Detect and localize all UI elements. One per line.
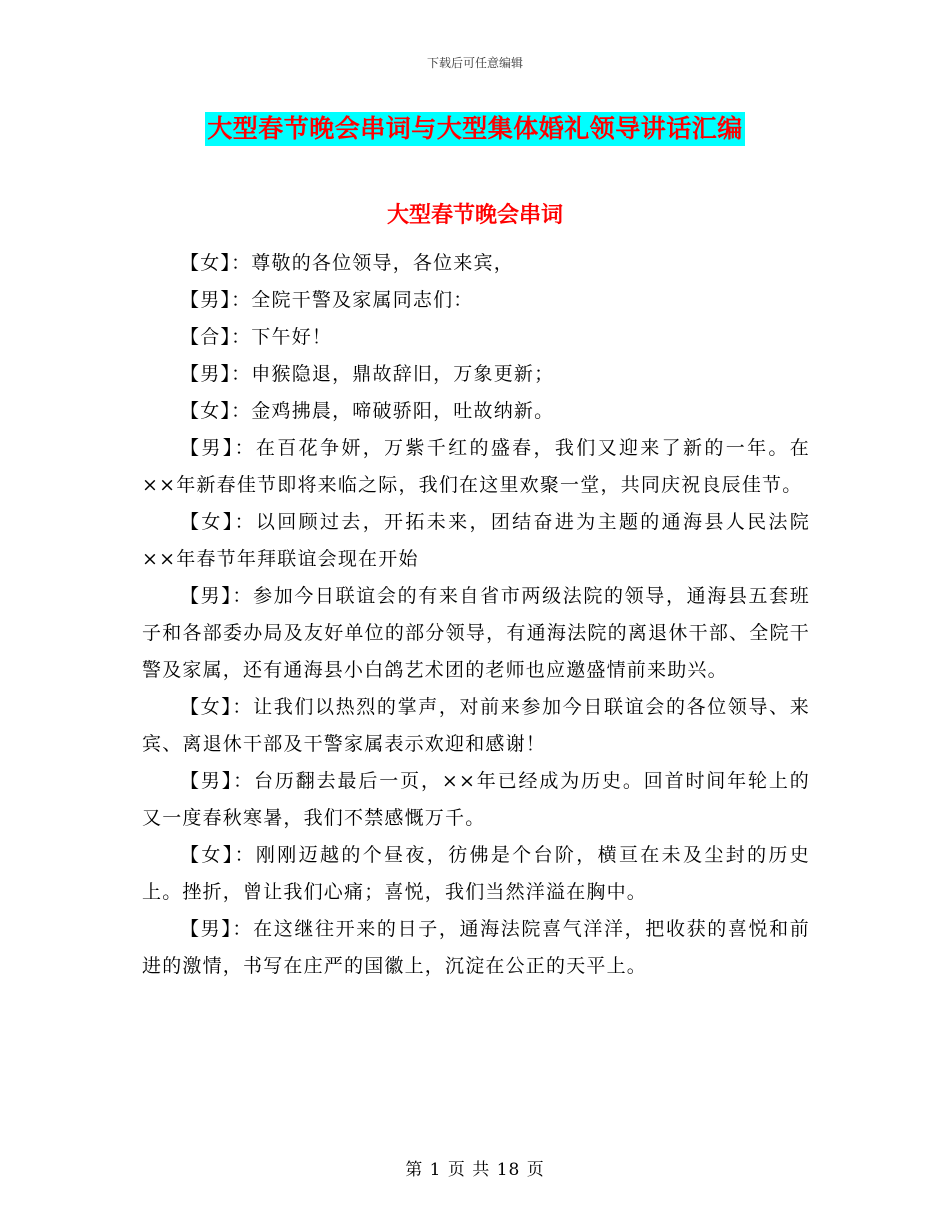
paragraph: 【合】：下午好！ [180,326,333,348]
paragraph: 【女】：让我们以热烈的掌声，对前来参加今日联谊会的各位领导、来宾、离退休干部及干警家属表示欢迎和感谢！ [142,696,810,755]
page-header-note: 下载后可任意编辑 [426,56,523,70]
section-title: 大型春节晚会串词 [386,202,563,228]
document-title-text: 大型春节晚会串词与大型集体婚礼领导讲话汇编 [205,112,745,146]
paragraph: 【男】：台历翻去最后一页，××年已经成为历史。回首时间年轮上的又一度春秋寒暑，我们不禁感慨万千。 [142,770,810,829]
paragraph: 【男】：在这继往开来的日子，通海法院喜气洋洋，把收获的喜悦和前进的激情，书写在庄严的国徽上，沉淀在公正的天平上。 [142,918,810,977]
page-number-footer: 第 1 页 共 18 页 [405,1160,545,1180]
paragraph: 【女】：刚刚迈越的个昼夜，彷佛是个台阶，横亘在未及尘封的历史上。挫折，曾让我们心痛；喜悦，我们当然洋溢在胸中。 [142,844,810,903]
paragraph: 【女】：尊敬的各位领导，各位来宾， [180,252,514,274]
document-body [142,245,810,985]
paragraph: 【男】：在百花争妍，万紫千红的盛春，我们又迎来了新的一年。在××年新春佳节即将来临之际，我们在这里欢聚一堂，共同庆祝良辰佳节。 [142,437,810,496]
document-title [0,112,950,146]
paragraph: 【女】：以回顾过去，开拓未来，团结奋进为主题的通海县人民法院××年春节年拜联谊会现在开始 [142,511,810,570]
paragraph: 【女】：金鸡拂晨，啼破骄阳，吐故纳新。 [180,400,555,422]
paragraph: 【男】：申猴隐退，鼎故辞旧，万象更新； [180,363,555,385]
paragraph: 【男】：参加今日联谊会的有来自省市两级法院的领导，通海县五套班子和各部委办局及友好单位的部分领导，有通海法院的离退休干部、全院干警及家属，还有通海县小白鸽艺术团的老师也应邀盛情前来助兴。 [142,585,810,681]
paragraph: 【男】：全院干警及家属同志们： [180,289,474,311]
